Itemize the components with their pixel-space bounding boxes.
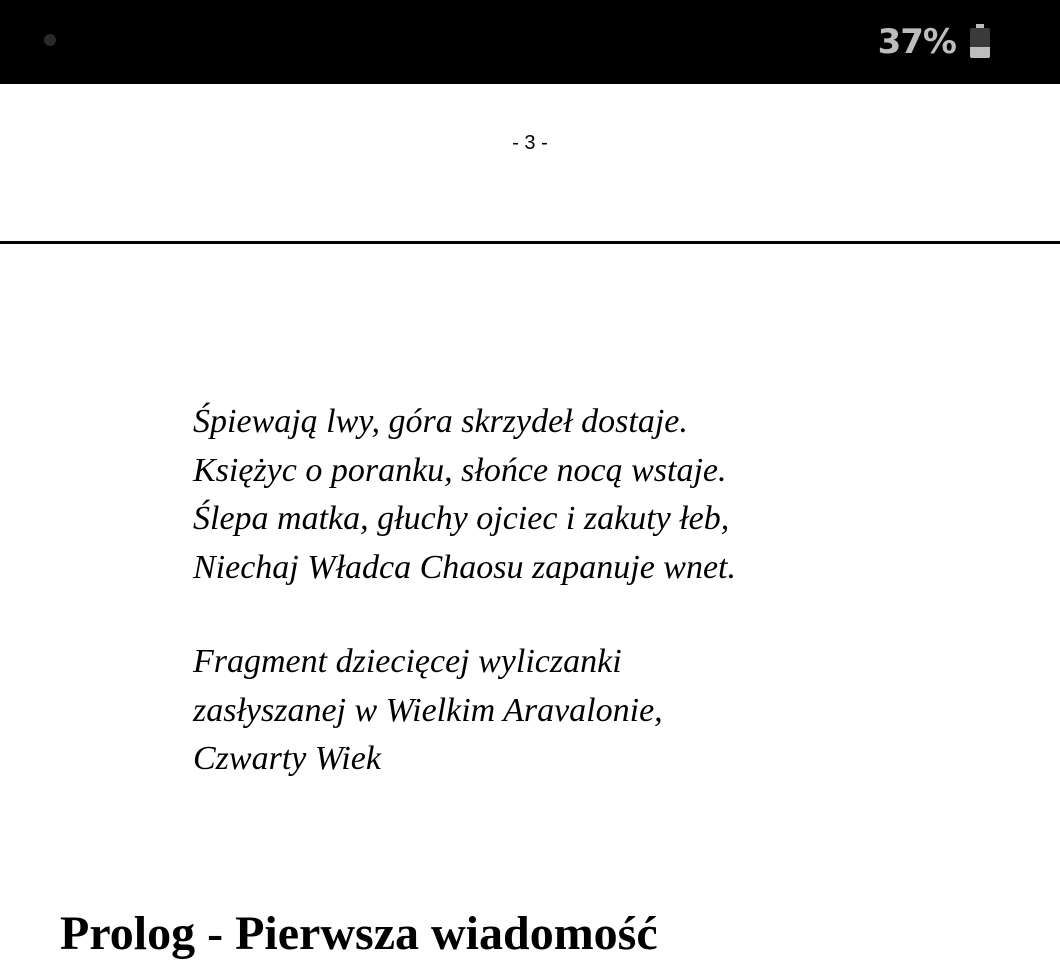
status-bar: [0, 0, 1060, 84]
notification-dot-icon: [44, 34, 56, 46]
page-number: - 3 -: [512, 132, 548, 154]
attribution-line: zasłyszanej w Wielkim Aravalonie,: [193, 691, 663, 729]
battery-fill: [970, 47, 990, 58]
battery-icon: [970, 24, 990, 58]
poem-line: Niechaj Władca Chaosu zapanuje wnet.: [193, 548, 737, 586]
poem-attribution: [193, 638, 663, 784]
poem-line: Ślepa matka, głuchy ojciec i zakuty łeb,: [193, 500, 730, 537]
battery-percentage: 37%: [877, 22, 956, 62]
page-divider: [0, 241, 1060, 244]
poem-line: Śpiewają lwy, góra skrzydeł dostaje.: [193, 403, 688, 440]
chapter-heading: Prolog - Pierwsza wiadomość: [60, 907, 658, 960]
poem-line: Księżyc o poranku, słońce nocą wstaje.: [193, 451, 727, 489]
poem-stanza: [193, 398, 736, 592]
battery-body: [970, 28, 990, 58]
attribution-line: Czwarty Wiek: [193, 740, 381, 777]
attribution-line: Fragment dziecięcej wyliczanki: [193, 643, 622, 680]
